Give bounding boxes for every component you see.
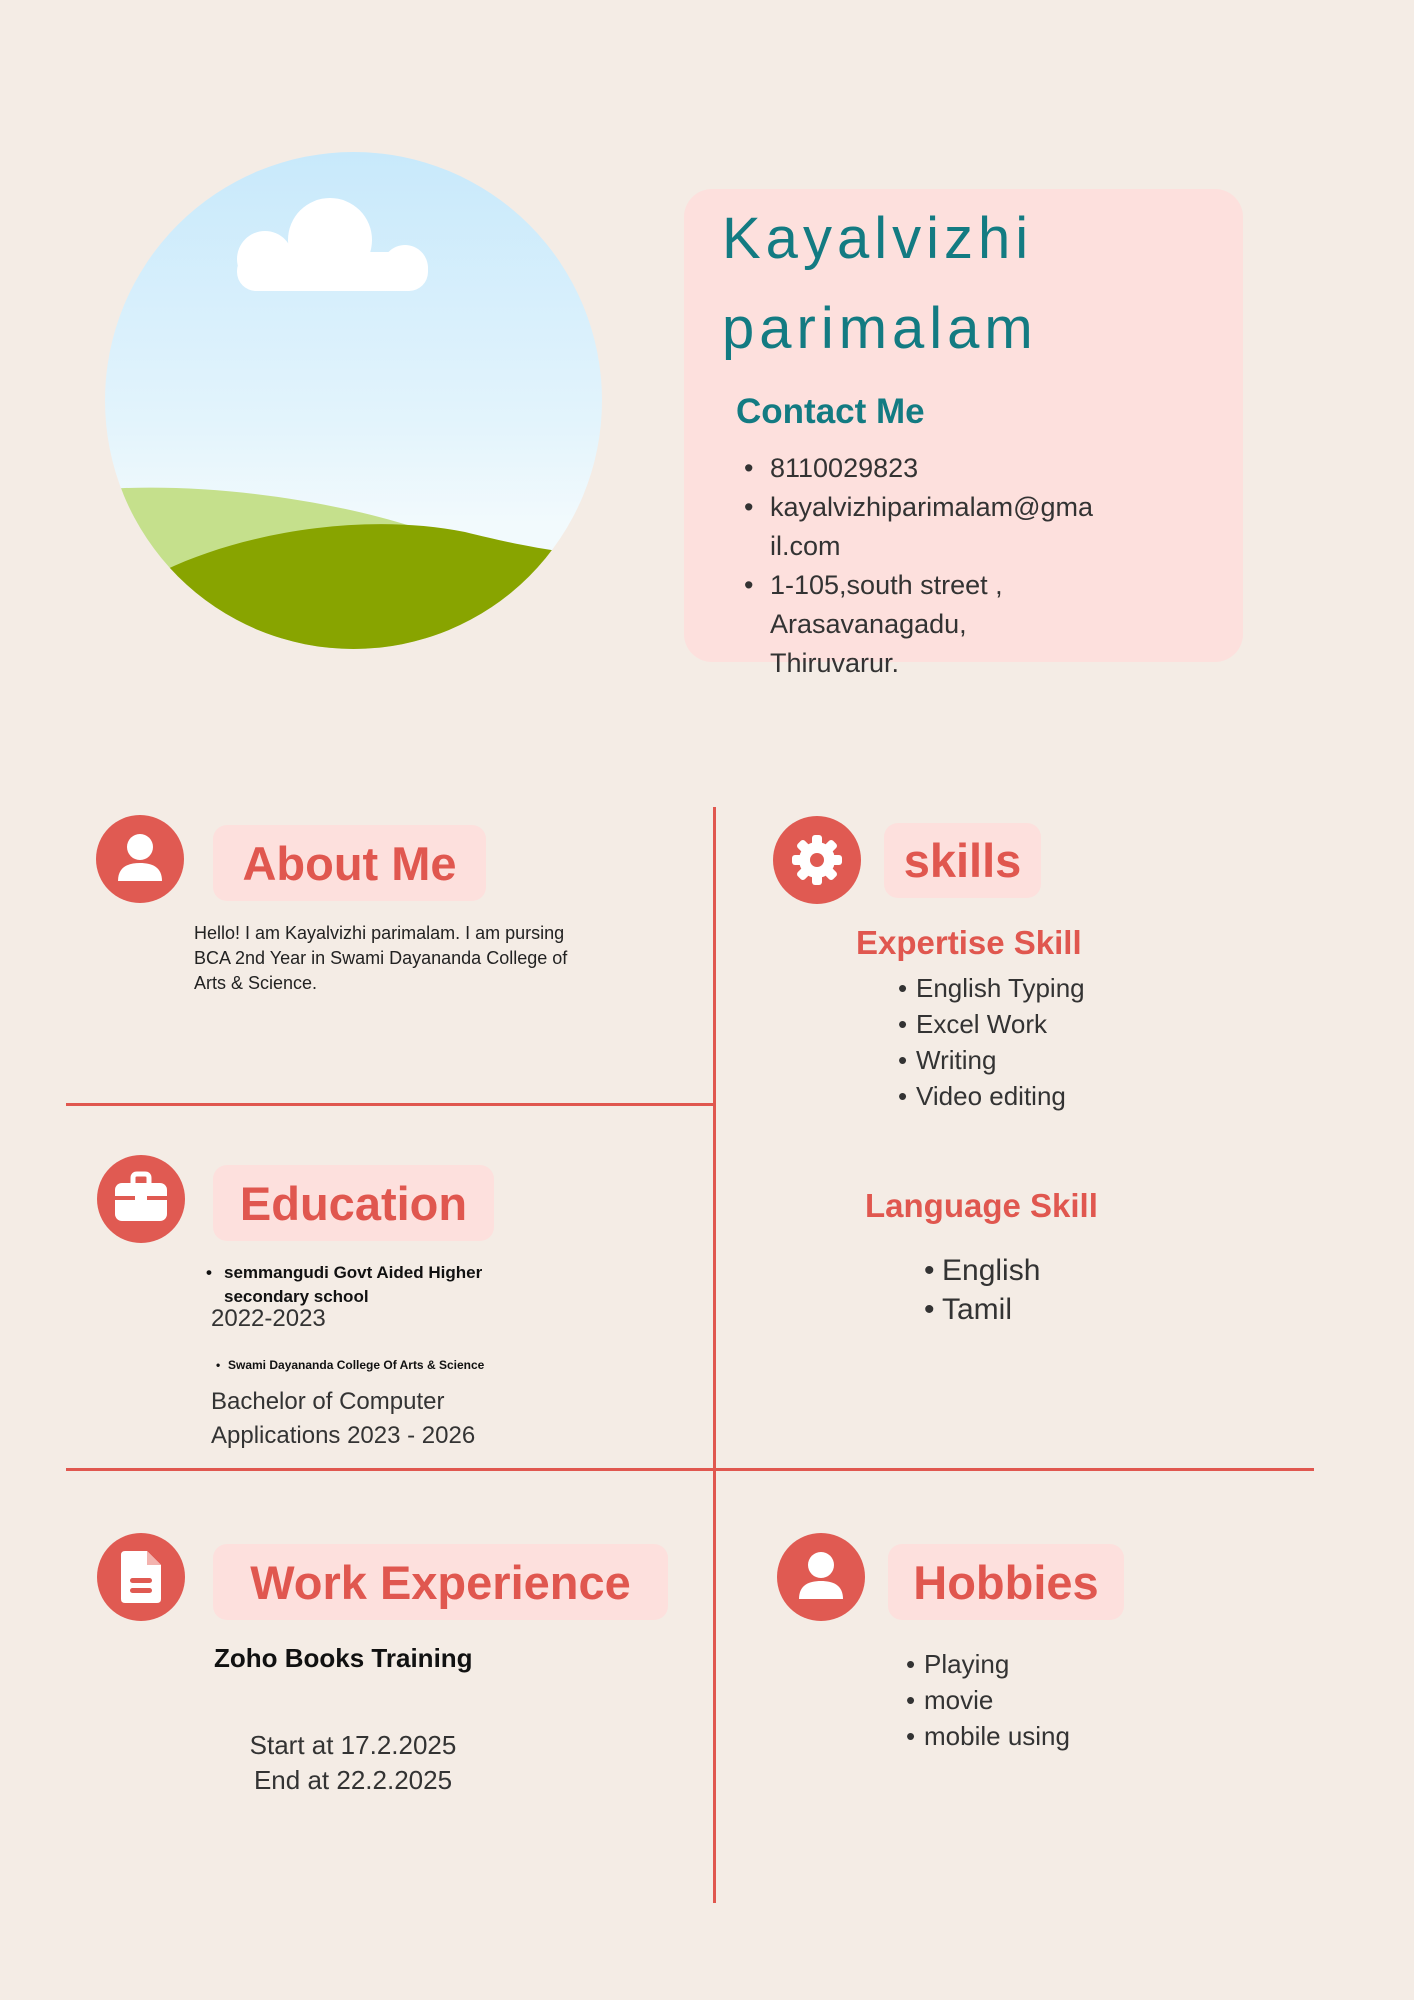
language-item: • English xyxy=(924,1251,1040,1290)
contact-title: Contact Me xyxy=(736,392,925,431)
contact-list xyxy=(744,449,1164,683)
work-heading: Work Experience xyxy=(213,1544,668,1620)
landscape-illustration xyxy=(105,152,602,649)
language-item: • Tamil xyxy=(924,1290,1040,1329)
contact-address: • 1-105,south street , Arasavanagadu, Thiruvarur. xyxy=(744,566,1164,683)
school-item: • semmangudi Govt Aided Higher secondary school xyxy=(206,1261,482,1309)
education-icon-badge xyxy=(97,1155,185,1243)
expertise-item: • English Typing xyxy=(898,970,1085,1006)
briefcase-icon xyxy=(97,1155,185,1243)
school-years: 2022-2023 xyxy=(211,1305,326,1332)
profile-photo xyxy=(105,152,602,649)
work-dates xyxy=(223,1728,483,1798)
user-icon xyxy=(777,1533,865,1621)
work-end: End at 22.2.2025 xyxy=(253,1765,453,1795)
expertise-title: Expertise Skill xyxy=(856,924,1082,961)
education-college xyxy=(216,1358,484,1372)
about-icon-badge xyxy=(96,815,184,903)
hobbies-heading: Hobbies xyxy=(888,1544,1124,1620)
divider-horizontal-bottom xyxy=(66,1468,1314,1471)
hobby-item: • Playing xyxy=(906,1646,1070,1682)
degree-text: Bachelor of Computer Applications 2023 - 2026 xyxy=(211,1388,476,1449)
divider-horizontal-top xyxy=(66,1103,715,1106)
first-name: Kayalvizhi xyxy=(722,206,1034,271)
expertise-list xyxy=(898,970,1085,1114)
language-list xyxy=(924,1251,1040,1329)
document-icon xyxy=(97,1533,185,1621)
hobby-item: • movie xyxy=(906,1682,1070,1718)
college-item: • Swami Dayananda College Of Arts & Science xyxy=(216,1358,484,1372)
skills-icon-badge xyxy=(773,816,861,904)
skills-heading: skills xyxy=(884,823,1041,898)
expertise-item: • Video editing xyxy=(898,1078,1085,1114)
work-role: Zoho Books Training xyxy=(214,1643,473,1673)
education-heading: Education xyxy=(213,1165,494,1241)
expertise-item: • Writing xyxy=(898,1042,1085,1078)
contact-email[interactable]: • kayalvizhiparimalam@gma il.com xyxy=(744,488,1164,566)
hobbies-list xyxy=(906,1646,1070,1754)
about-heading: About Me xyxy=(213,825,486,901)
hobby-item: • mobile using xyxy=(906,1718,1070,1754)
cloud-icon xyxy=(237,198,428,291)
last-name: parimalam xyxy=(722,296,1038,361)
language-title: Language Skill xyxy=(865,1187,1098,1224)
expertise-item: • Excel Work xyxy=(898,1006,1085,1042)
hobbies-icon-badge xyxy=(777,1533,865,1621)
gear-icon xyxy=(773,816,861,904)
work-start: Start at 17.2.2025 xyxy=(249,1730,457,1760)
about-text: Hello! I am Kayalvizhi parimalam. I am pursing BCA 2nd Year in Swami Dayananda College of Arts & Science. xyxy=(194,923,568,993)
work-icon-badge xyxy=(97,1533,185,1621)
divider-vertical xyxy=(713,807,716,1903)
user-icon xyxy=(96,815,184,903)
contact-phone[interactable]: • 8110029823 xyxy=(744,449,1164,488)
